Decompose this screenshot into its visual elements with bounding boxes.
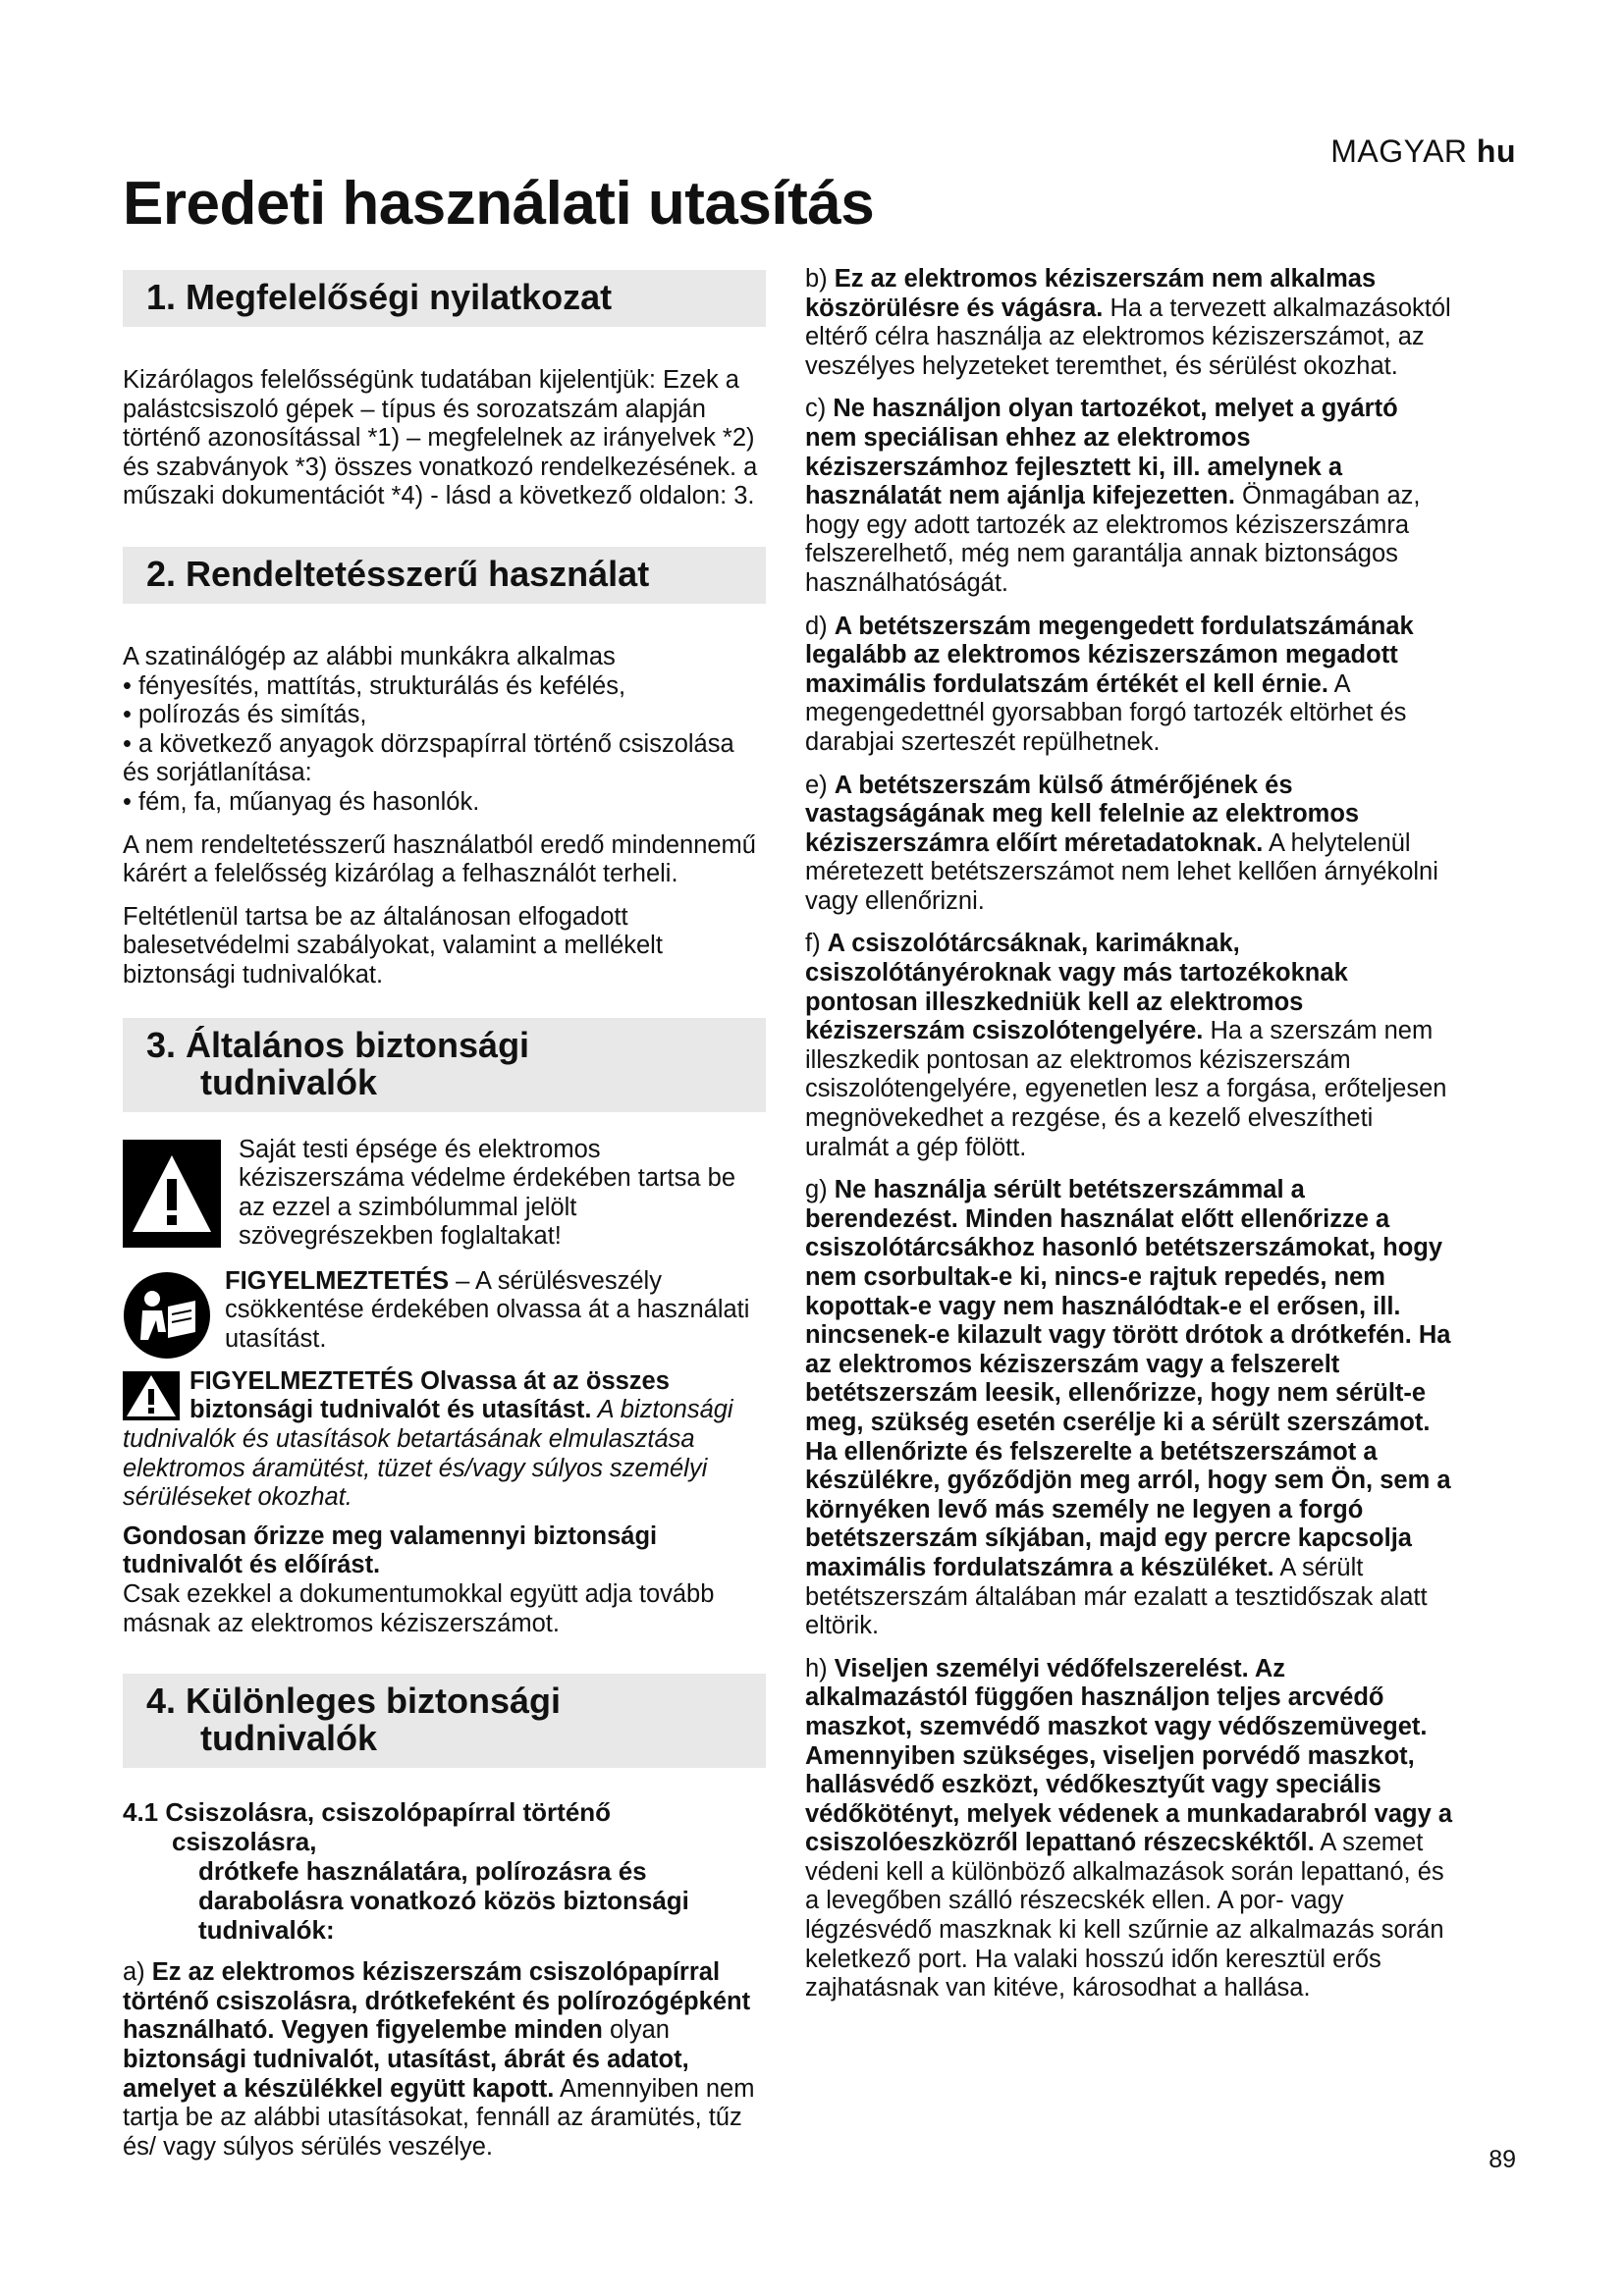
read-all-consequence: A biztonsági tudnivalók és utasítások betartásának elmulasztása elektromos áramütést, tüzet és/vagy súlyos személyi sérüléseket okozhat. <box>123 1396 733 1512</box>
rule-a: a) Ez az elektromos kéziszerszám csiszolópapírral történő csiszolásra, drótkefeként és polírozógépként használható. Vegyen figyelembe minden olyan biztonsági tudnivalót, utasítást, ábrát és adatot, amelyet a készülékkel együtt kapott. Amennyiben nem tartja be az alábbi utasításokat, fennáll az áramütés, tűz és/ vagy súlyos sérülés veszélye. <box>123 1958 755 2161</box>
read-manual-icon <box>123 1271 211 1360</box>
read-manual-text: – A sérülésveszély csökkentése érdekében olvassa át a használati utasítást. <box>225 1266 750 1354</box>
section-4-heading-line1: 4. Különleges biztonsági <box>146 1681 562 1722</box>
warning-small-icon <box>123 1371 180 1420</box>
rule-g: g) Ne használja sérült betétszerszámmal a berendezést. Minden használat előtt ellenőrizze a csiszolótárcsákhoz hasonló betétszerszámokat, hogy nem csorbultak-e ki, nincs-e rajtuk repedés, nem kopottak-e vagy nem használódtak-e el erősen, ill. nincsenek-e kilazult vagy törött drótok a drótkefén. Ha az elektromos kéziszerszám vagy a felszerelt betétszerszám leesik, ellenőrizze, hogy nem sérült-e meg, szükség esetén cserélje ki a sérült szerszámot. Ha ellenőrizte és felszerelte a betétszerszámot a készülékre, győződjön meg arról, hogy sem Ön, sem a környéken levő más személy ne legyen a forgó betétszerszám síkjában, majd egy percre kapcsolja maximális fordulatszámra a készüléket. A sérült betétszerszám általában már ezalatt a tesztidőszak alatt eltörik. <box>805 1176 1451 1640</box>
rule-h: h) Viseljen személyi védőfelszerelést. Az alkalmazástól függően használjon teljes arcvédő maszkot, szemvédő maszkot vagy védőszemüveget. Amennyiben szükséges, viseljen porvédő maszkot, hallásvédő eszközt, védőkesztyűt vagy speciális védőkötényt, melyek védenek a munkadarabról vagy a csiszolóeszközről lepattanó részecskéktől. A szemet védeni kell a különböző alkalmazások során lepattanó, és a levegőben szálló részecskék ellen. A por- vagy légzésvédő maszknak ki kell szűrnie az alkalmazás során keletkező port. Ha valaki hosszú időn keresztül erős zajhatásnak van kitéve, károsodhat a hallása. <box>805 1654 1453 2002</box>
section-2-heading: 2. Rendeltetésszerű használat <box>123 547 766 604</box>
page-title: Eredeti használati utasítás <box>123 170 875 238</box>
rule-c: c) Ne használjon olyan tartozékot, melyet a gyártó nem speciálisan ehhez az elektromos kéziszerszámhoz fejlesztett ki, ill. amelynek a használatát nem ajánlja kifejezetten. Önmagában az, hogy egy adott tartozék az elektromos kéziszerszámra felszerelhető, még nem garantálja annak biztonságos használhatóságát. <box>805 395 1421 597</box>
list-item: • a következő anyagok dörzspapírral történő csiszolása és sorjátlanítása: <box>123 729 734 787</box>
read-all-warning: FIGYELMEZTETÉS Olvassa át az összes biztonsági tudnivalót és utasítást. <box>189 1366 670 1424</box>
section-4-heading-line2: tudnivalók <box>200 1718 378 1759</box>
section-3-heading <box>123 1018 766 1112</box>
language-label: MAGYAR hu <box>1330 133 1516 169</box>
rule-b: b) Ez az elektromos kéziszerszám nem alkalmas köszörülésre és vágásra. Ha a tervezett alkalmazásoktól eltérő célra használja az elektromos kéziszerszámot, az veszélyes helyzeteket teremthet, és sérülést okozhat. <box>805 265 1451 380</box>
page-number: 89 <box>1489 2146 1516 2173</box>
list-item: • polírozás és simítás, <box>123 701 367 729</box>
left-column <box>123 270 766 2175</box>
warning-label: FIGYELMEZTETÉS <box>225 1266 450 1295</box>
section-2-liability: A nem rendeltetésszerű használatból eredő mindennemű kárért a felelősség kizárólag a felhasználót terheli. <box>123 830 756 888</box>
section-1-body: Kizárólagos felelősségünk tudatában kijelentjük: Ezek a palástcsiszoló gépek – típus és sorozatszám alapján történő azonosítással *1) – megfelelnek az irányelvek *2) és szabványok *3) összes vonatkozó rendelkezésének. a műszaki dokumentációt *4) - lásd a következő oldalon: 3. <box>123 366 758 510</box>
list-item: • fényesítés, mattítás, strukturálás és kefélés, <box>123 671 626 700</box>
subsection-4-1-heading: 4.1 Csiszolásra, csiszolópapírral történő csiszolásra, drótkefe használatára, polírozásra és darabolásra vonatkozó közös biztonsági tudnivalók: <box>123 1797 689 1946</box>
rule-f: f) A csiszolótárcsáknak, karimáknak, csiszolótányéroknak vagy más tartozékoknak pontosan illeszkedniük kell az elektromos kéziszerszám csiszolótengelyére. Ha a szerszám nem illeszkedik pontosan az elektromos kéziszerszám csiszolótengelyére, egyenetlen lesz a forgása, erőteljesen megnövekedhet a rezgése, és a kezelő elveszítheti uralmát a gép fölött. <box>805 930 1447 1161</box>
section-3-heading-line2: tudnivalók <box>200 1061 378 1102</box>
rule-e: e) A betétszerszám külső átmérőjének és vastagságának meg kell felelnie az elektromos kéziszerszámra előírt méretadatoknak. A helytelenül méretezett betétszerszámot nem lehet kellően árnyékolni vagy ellenőrizni. <box>805 771 1438 915</box>
rule-d: d) A betétszerszám megengedett fordulatszámának legalább az elektromos kéziszerszámon megadott maximális fordulatszám értékét el kell érnie. A megengedettnél gyorsabban forgó tartozék eltörhet és darabjai szerteszét repülhetnek. <box>805 612 1414 756</box>
section-2-rules: Feltétlenül tartsa be az általánosan elfogadott balesetvédelmi szabályokat, valamint a mellékelt biztonsági tudnivalókat. <box>123 902 663 988</box>
warning-symbol-text: Saját testi épsége és elektromos kéziszerszáma védelme érdekében tartsa be az ezzel a szimbólummal jelölt szövegrészekben foglaltakat! <box>239 1135 736 1251</box>
list-item: • fém, fa, műanyag és hasonlók. <box>123 787 480 816</box>
section-3-heading-line1: 3. Általános biztonsági <box>146 1024 530 1065</box>
warning-triangle-icon <box>123 1140 221 1248</box>
right-column <box>805 265 1453 2017</box>
section-4-heading <box>123 1674 766 1768</box>
pass-on-text: Csak ezekkel a dokumentumokkal együtt adja tovább másnak az elektromos kéziszerszámot. <box>123 1580 715 1637</box>
section-1-heading: 1. Megfelelőségi nyilatkozat <box>123 270 766 327</box>
section-2-intro: A szatinálógép az alábbi munkákra alkalmas <box>123 642 616 670</box>
keep-instructions: Gondosan őrizze meg valamennyi biztonsági tudnivalót és előírást. <box>123 1522 658 1579</box>
